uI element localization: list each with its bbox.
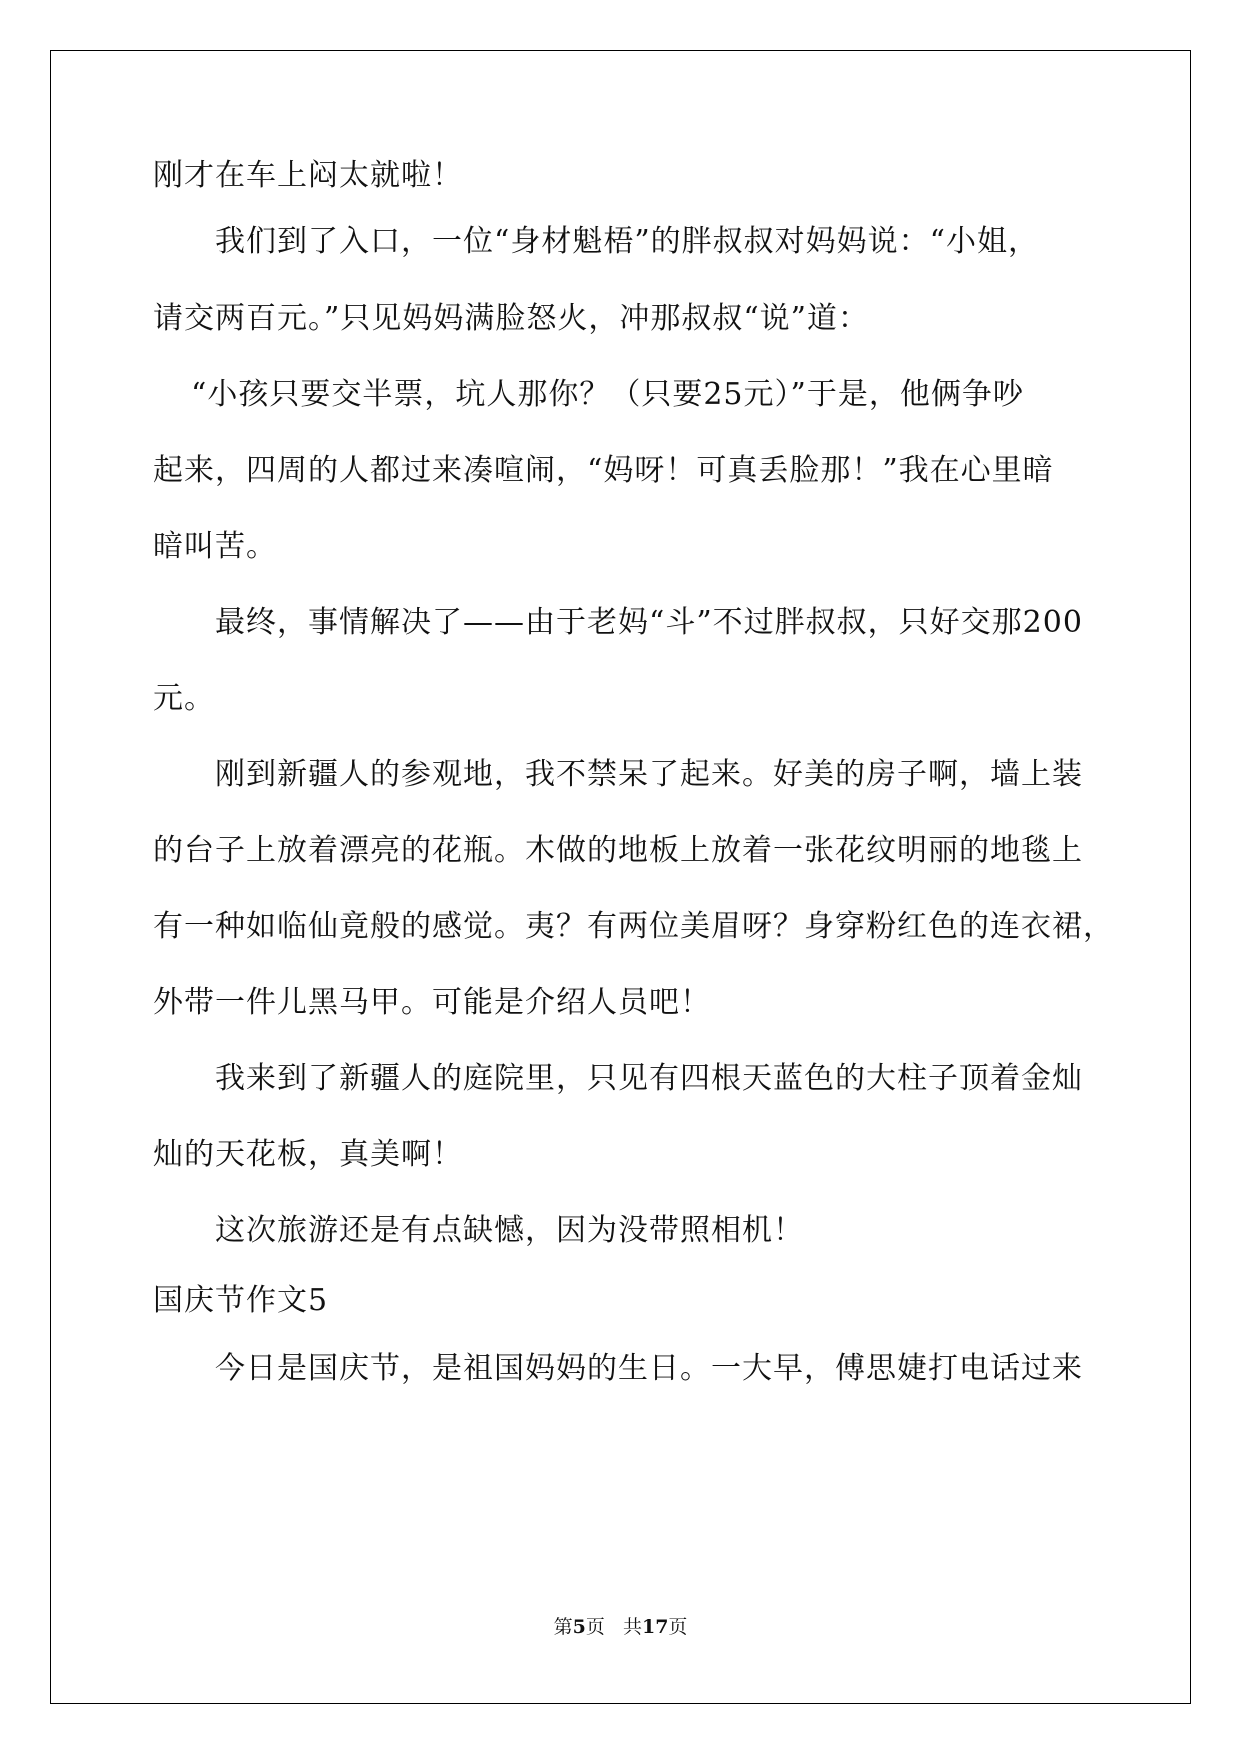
footer-page-suffix: 页 — [585, 1616, 605, 1638]
text-line: 我们到了入口，一位“身材魁梧”的胖叔叔对妈妈说：“小姐， — [215, 224, 1040, 259]
text-line: 元。 — [153, 681, 215, 716]
section-heading: 国庆节作文5 — [153, 1283, 329, 1318]
text-line: 我来到了新疆人的庭院里，只见有四根天蓝色的大柱子顶着金灿 — [215, 1061, 1083, 1096]
text-line: 暗叫苦。 — [153, 529, 277, 564]
page-footer — [0, 1612, 1241, 1639]
current-page: 5 — [572, 1616, 586, 1638]
text-line: 这次旅游还是有点缺憾，因为没带照相机！ — [215, 1213, 804, 1248]
total-pages: 17 — [641, 1616, 669, 1638]
text-line: 今日是国庆节，是祖国妈妈的生日。一大早，傅思婕打电话过来 — [215, 1351, 1083, 1386]
text-line: 刚到新疆人的参观地，我不禁呆了起来。好美的房子啊，墙上装 — [215, 757, 1083, 792]
text-line: 的台子上放着漂亮的花瓶。木做的地板上放着一张花纹明丽的地毯上 — [153, 833, 1083, 868]
text-line: 外带一件儿黑马甲。可能是介绍人员吧！ — [153, 985, 711, 1020]
footer-total-prefix: 共 — [622, 1616, 642, 1638]
footer-total-suffix: 页 — [668, 1616, 688, 1638]
text-line: “小孩只要交半票，坑人那你？（只要25元）”于是，他俩争吵 — [191, 377, 1024, 412]
text-line: 请交两百元。”只见妈妈满脸怒火，冲那叔叔“说”道： — [153, 301, 870, 336]
text-line: 有一种如临仙竟般的感觉。夷？有两位美眉呀？身穿粉红色的连衣裙， — [153, 909, 1114, 944]
footer-prefix: 第 — [553, 1616, 573, 1638]
text-line: 最终，事情解决了——由于老妈“斗”不过胖叔叔，只好交那200 — [215, 605, 1083, 640]
text-line: 起来，四周的人都过来凑喧闹，“妈呀！可真丢脸那！”我在心里暗 — [153, 453, 1054, 488]
text-line: 刚才在车上闷太就啦！ — [153, 158, 463, 193]
text-line: 灿的天花板，真美啊！ — [153, 1137, 463, 1172]
